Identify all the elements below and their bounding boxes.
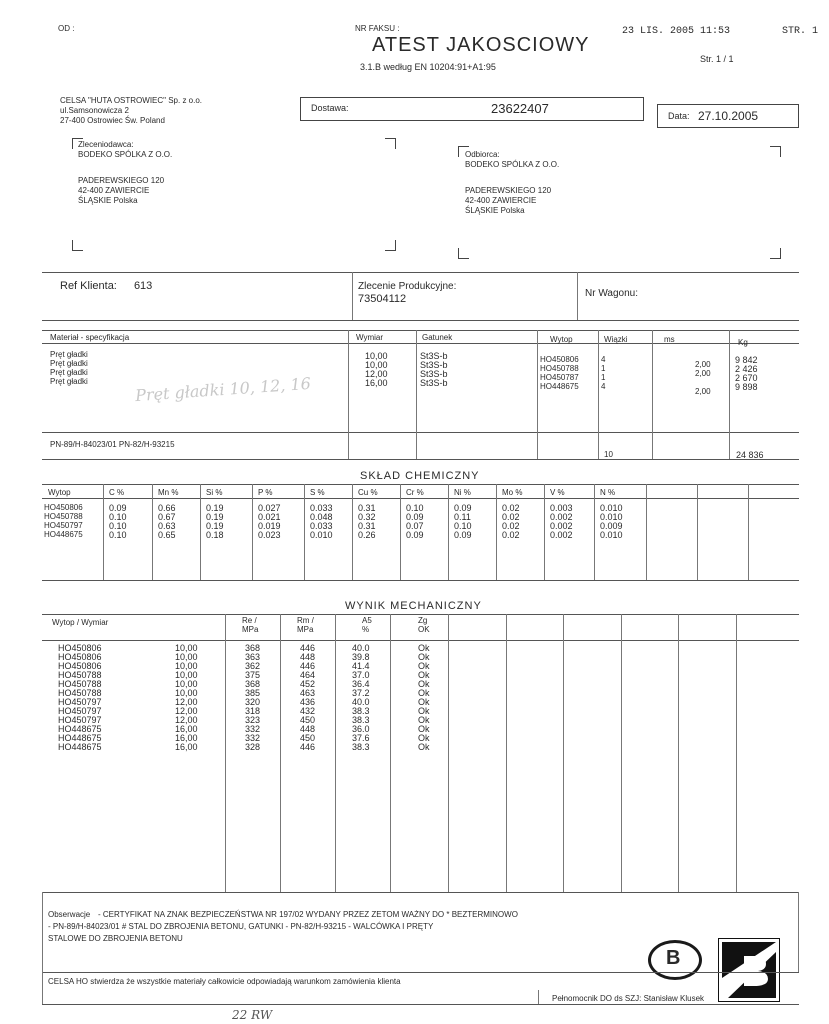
mechanical-cell: Ok xyxy=(418,715,430,725)
mechanical-cell: 16,00 xyxy=(175,724,198,734)
chemical-col-divider xyxy=(646,484,647,580)
chemical-cell: 0.002 xyxy=(550,512,573,522)
chemical-cell: 0.021 xyxy=(258,512,281,522)
mechanical-cell: 12,00 xyxy=(175,715,198,725)
mechanical-cell: 39.8 xyxy=(352,652,370,662)
mechanical-cell: HO450806 xyxy=(58,661,102,671)
chemical-header-cell: Ni % xyxy=(454,488,471,497)
mechanical-cell: 323 xyxy=(245,715,261,725)
mechanical-cell: 385 xyxy=(245,688,261,698)
chemical-header-cell: Wytop xyxy=(48,488,71,497)
mechanical-cell: Ok xyxy=(418,742,430,752)
chemical-cell: 0.65 xyxy=(158,530,176,540)
materials-pieces: 4 1 1 4 xyxy=(601,355,606,391)
signature-line: Pełnomocnik DO ds SZJ: Stanisław Klusek xyxy=(552,994,705,1003)
recipient-label: Odbiorca: xyxy=(465,150,500,159)
chemical-cell: 0.10 xyxy=(109,530,127,540)
chemical-cell: 0.02 xyxy=(502,530,520,540)
chemical-cell: 0.010 xyxy=(600,512,623,522)
mechanical-cell: HO448675 xyxy=(58,742,102,752)
mechanical-cell: 318 xyxy=(245,706,261,716)
issuer-address: CELSA "HUTA OSTROWIEC" Sp. z o.o. ul.Samsonowicza 2 27-400 Ostrowiec Św. Poland xyxy=(60,96,203,125)
mechanical-cell: HO448675 xyxy=(58,733,102,743)
mechanical-cell: 38.3 xyxy=(352,706,370,716)
recipient-corner-br xyxy=(770,248,781,259)
mechanical-cell: 363 xyxy=(245,652,261,662)
mech-header-bend: Zg OK xyxy=(418,616,430,634)
chemical-cell: 0.10 xyxy=(454,521,472,531)
mechanical-cell: 432 xyxy=(300,706,316,716)
chemical-cell: 0.003 xyxy=(550,503,573,513)
chemical-cell: 0.02 xyxy=(502,512,520,522)
chemical-col-divider xyxy=(400,484,401,580)
materials-total-kg: 24 836 xyxy=(736,450,764,460)
client-ref: Ref Klienta: 613 xyxy=(60,280,153,292)
chemical-cell: 0.019 xyxy=(258,521,281,531)
orderer-corner-br xyxy=(385,240,396,251)
chemical-cell: 0.07 xyxy=(406,521,424,531)
mechanical-cell: 10,00 xyxy=(175,661,198,671)
material-row-3-name: Pręt gładki xyxy=(50,368,88,377)
chemical-col-divider xyxy=(352,484,353,580)
mechanical-cell: 463 xyxy=(300,688,316,698)
mechanical-cell: 446 xyxy=(300,742,316,752)
mechanical-cell: 12,00 xyxy=(175,706,198,716)
chemical-cell: HO450806 xyxy=(44,503,83,512)
chemical-cell: 0.002 xyxy=(550,521,573,531)
materials-heats: HO450806 HO450788 HO450787 HO448675 xyxy=(540,355,579,391)
chemical-cell: 0.09 xyxy=(109,503,127,513)
chemical-cell: 0.66 xyxy=(158,503,176,513)
chemical-cell: 0.19 xyxy=(206,512,224,522)
material-row-1-name: Pręt gładki xyxy=(50,350,88,359)
delivery-box xyxy=(300,97,644,121)
date-box xyxy=(657,104,799,128)
mechanical-cell: 320 xyxy=(245,697,261,707)
material-row-4-name: Pręt gładki xyxy=(50,377,88,386)
chemical-header-cell: Si % xyxy=(206,488,223,497)
page-indicator: Str. 1 / 1 xyxy=(700,54,734,64)
mechanical-cell: 328 xyxy=(245,742,261,752)
mechanical-cell: Ok xyxy=(418,670,430,680)
material-row-2-name: Pręt gładki xyxy=(50,359,88,368)
mechanical-cell: HO450788 xyxy=(58,688,102,698)
chemical-col-divider xyxy=(252,484,253,580)
recipient-block: Odbiorca: BODEKO SPÓLKA Z O.O. PADEREWSKIEGO 120 42-400 ZAWIERCIE ŚLĄSKIE Polska xyxy=(465,150,560,215)
chemical-cell: 0.009 xyxy=(600,521,623,531)
notes-line-2: - PN-89/H-84023/01 # STAL DO ZBROJENIA BETONU, GATUNKI - PN-82/H-93215 - WALCÓWKA I PRĘTY xyxy=(48,922,434,931)
chemical-cell: 0.31 xyxy=(358,521,376,531)
compliance-statement: CELSA HO stwierdza że wszystkie materiały całkowicie odpowiadają warunkom zamówienia klienta xyxy=(48,977,401,986)
mech-header-a5: A5 % xyxy=(362,616,372,634)
chemical-header-cell: Cu % xyxy=(358,488,378,497)
chemical-cell: 0.32 xyxy=(358,512,376,522)
chemical-cell: 0.010 xyxy=(600,530,623,540)
chemical-header-cell: S % xyxy=(310,488,325,497)
chemical-cell: 0.09 xyxy=(406,512,424,522)
recipient-corner-bl xyxy=(458,248,469,259)
chemical-cell: 0.10 xyxy=(406,503,424,513)
materials-header-kg: Kg xyxy=(738,338,748,347)
fax-number: NR FAKSU : xyxy=(355,24,400,33)
mechanical-cell: 448 xyxy=(300,724,316,734)
chemical-cell: 0.010 xyxy=(600,503,623,513)
orderer-block: Zleceniodawca: BODEKO SPÓLKA Z O.O. PADEREWSKIEGO 120 42-400 ZAWIERCIE ŚLĄSKIE Polska xyxy=(78,140,173,205)
document-title: ATEST JAKOSCIOWY xyxy=(372,34,590,56)
chemical-col-divider xyxy=(152,484,153,580)
mechanical-cell: 37.6 xyxy=(352,733,370,743)
mechanical-cell: 38.3 xyxy=(352,715,370,725)
chemical-col-divider xyxy=(748,484,749,580)
chemical-col-divider xyxy=(304,484,305,580)
chemical-cell: 0.02 xyxy=(502,503,520,513)
mechanical-cell: Ok xyxy=(418,643,430,653)
mechanical-cell: 368 xyxy=(245,679,261,689)
chemical-cell: 0.033 xyxy=(310,521,333,531)
chemical-cell: 0.02 xyxy=(502,521,520,531)
mechanical-cell: 446 xyxy=(300,661,316,671)
chemical-cell: 0.19 xyxy=(206,521,224,531)
mechanical-cell: 448 xyxy=(300,652,316,662)
chemical-cell: 0.09 xyxy=(406,530,424,540)
chemical-cell: HO448675 xyxy=(44,530,83,539)
chemical-col-divider xyxy=(594,484,595,580)
handwritten-note: Pręt gładki 10, 12, 16 xyxy=(134,373,312,406)
chemical-cell: 0.09 xyxy=(454,503,472,513)
mechanical-cell: 38.3 xyxy=(352,742,370,752)
chemical-header-cell: Mo % xyxy=(502,488,523,497)
mechanical-cell: 10,00 xyxy=(175,679,198,689)
mechanical-cell: 446 xyxy=(300,643,316,653)
chemical-cell: HO450797 xyxy=(44,521,83,530)
mechanical-cell: 464 xyxy=(300,670,316,680)
mech-header-heat: Wytop / Wymiar xyxy=(52,618,109,627)
materials-header-dimension: Wymiar xyxy=(356,333,384,342)
chemical-cell: 0.002 xyxy=(550,530,573,540)
mechanical-cell: 10,00 xyxy=(175,643,198,653)
recipient-corner-tr xyxy=(770,146,781,157)
mechanical-cell: 10,00 xyxy=(175,688,198,698)
chemical-cell: 0.023 xyxy=(258,530,281,540)
chemical-header-cell: N % xyxy=(600,488,616,497)
materials-ms: 2,00 2,00 2,00 xyxy=(695,360,711,396)
mechanical-cell: 332 xyxy=(245,733,261,743)
mechanical-cell: 16,00 xyxy=(175,733,198,743)
mechanical-cell: HO450797 xyxy=(58,715,102,725)
mechanical-title: WYNIK MECHANICZNY xyxy=(345,600,482,612)
orderer-corner-bl xyxy=(72,240,83,251)
chemical-header-cell: V % xyxy=(550,488,565,497)
mechanical-cell: HO450806 xyxy=(58,652,102,662)
handwritten-mark: 22 RW xyxy=(232,1008,273,1022)
notes-line-1: - CERTYFIKAT NA ZNAK BEZPIECZEŃSTWA NR 197/02 WYDANY PRZEZ ZETOM WAŻNY DO * BEZTERMINOWO xyxy=(98,910,518,919)
orderer-label: Zleceniodawca: xyxy=(78,140,134,149)
materials-kg: 9 842 2 426 2 670 9 898 xyxy=(735,355,758,392)
mechanical-cell: Ok xyxy=(418,697,430,707)
mechanical-cell: 332 xyxy=(245,724,261,734)
chemical-cell: 0.027 xyxy=(258,503,281,513)
chemical-cell: 0.010 xyxy=(310,530,333,540)
chemical-col-divider xyxy=(496,484,497,580)
materials-header-material: Materiał - specyfikacja xyxy=(50,333,130,342)
mech-header-rm: Rm / MPa xyxy=(297,616,314,634)
mechanical-cell: HO450797 xyxy=(58,706,102,716)
b-certification-logo xyxy=(648,940,702,980)
mechanical-cell: 37.2 xyxy=(352,688,370,698)
notes-label: Obserwacje xyxy=(48,910,91,919)
orderer-corner-tl xyxy=(72,138,83,149)
materials-header-pieces: Wiązki xyxy=(604,335,628,344)
chemical-header-cell: Cr % xyxy=(406,488,424,497)
chemical-cell: 0.63 xyxy=(158,521,176,531)
chemical-col-divider xyxy=(544,484,545,580)
notes-line-3: STALOWE DO ZBROJENIA BETONU xyxy=(48,934,183,943)
mechanical-cell: 12,00 xyxy=(175,697,198,707)
production-order: Zlecenie Produkcyjne: 73504112 xyxy=(358,281,457,305)
chemical-cell: 0.19 xyxy=(206,503,224,513)
mechanical-cell: Ok xyxy=(418,661,430,671)
delivery-label: Dostawa: xyxy=(311,103,349,113)
chemical-cell: 0.67 xyxy=(158,512,176,522)
materials-total-pieces: 10 xyxy=(604,450,613,459)
b-mark-letter: B xyxy=(666,947,681,969)
mechanical-cell: Ok xyxy=(418,652,430,662)
mechanical-cell: 36.4 xyxy=(352,679,370,689)
mechanical-cell: HO450797 xyxy=(58,697,102,707)
chemical-title: SKŁAD CHEMICZNY xyxy=(360,470,480,482)
chemical-col-divider xyxy=(200,484,201,580)
chemical-cell: 0.11 xyxy=(454,512,471,522)
recipient-corner-tl xyxy=(458,146,469,157)
fax-from: OD : xyxy=(58,24,75,33)
mechanical-cell: 36.0 xyxy=(352,724,370,734)
chemical-cell: 0.048 xyxy=(310,512,333,522)
chemical-header-cell: C % xyxy=(109,488,125,497)
mechanical-cell: Ok xyxy=(418,733,430,743)
mechanical-cell: 375 xyxy=(245,670,261,680)
orderer-corner-tr xyxy=(385,138,396,149)
chemical-cell: 0.10 xyxy=(109,521,127,531)
chemical-cell: 0.26 xyxy=(358,530,376,540)
materials-norms: PN-89/H-84023/01 PN-82/H-93215 xyxy=(50,440,175,449)
mechanical-cell: Ok xyxy=(418,679,430,689)
mech-header-re: Re / MPa xyxy=(242,616,259,634)
chemical-cell: 0.033 xyxy=(310,503,333,513)
chemical-header-cell: P % xyxy=(258,488,273,497)
wagon-label: Nr Wagonu: xyxy=(585,288,638,299)
mechanical-cell: 10,00 xyxy=(175,670,198,680)
fax-page-stamp: STR. 1 xyxy=(782,26,819,37)
chemical-cell: 0.18 xyxy=(206,530,224,540)
mechanical-cell: 10,00 xyxy=(175,652,198,662)
mechanical-cell: HO448675 xyxy=(58,724,102,734)
chemical-col-divider xyxy=(103,484,104,580)
mechanical-cell: 368 xyxy=(245,643,261,653)
mechanical-cell: 16,00 xyxy=(175,742,198,752)
mechanical-cell: HO450788 xyxy=(58,670,102,680)
mechanical-cell: Ok xyxy=(418,688,430,698)
materials-header-heat: Wytop xyxy=(550,335,573,344)
mechanical-cell: 40.0 xyxy=(352,643,370,653)
mechanical-cell: 362 xyxy=(245,661,261,671)
date-value: 27.10.2005 xyxy=(698,109,759,123)
fax-stamp: 23 LIS. 2005 11:53 xyxy=(622,26,731,37)
chemical-cell: 0.10 xyxy=(109,512,127,522)
date-label: Data: xyxy=(668,111,690,121)
mechanical-cell: HO450806 xyxy=(58,643,102,653)
chemical-cell: HO450788 xyxy=(44,512,83,521)
mechanical-cell: 40.0 xyxy=(352,697,370,707)
mechanical-cell: 436 xyxy=(300,697,316,707)
materials-grades: St3S-b St3S-b St3S-b St3S-b xyxy=(420,351,448,388)
mechanical-cell: Ok xyxy=(418,724,430,734)
materials-header-ms: ms xyxy=(664,335,675,344)
mechanical-cell: Ok xyxy=(418,706,430,716)
chemical-col-divider xyxy=(697,484,698,580)
chemical-col-divider xyxy=(448,484,449,580)
mechanical-cell: HO450788 xyxy=(58,679,102,689)
chemical-header-cell: Mn % xyxy=(158,488,179,497)
company-logo xyxy=(718,938,780,1002)
mechanical-cell: 450 xyxy=(300,733,316,743)
mechanical-cell: 37.0 xyxy=(352,670,370,680)
mechanical-cell: 450 xyxy=(300,715,316,725)
mechanical-cell: 452 xyxy=(300,679,316,689)
materials-header-grade: Gatunek xyxy=(422,333,453,342)
materials-dimensions: 10,00 10,00 12,00 16,00 xyxy=(365,351,388,388)
chemical-cell: 0.09 xyxy=(454,530,472,540)
document-standard: 3.1.B według EN 10204:91+A1:95 xyxy=(360,62,496,72)
delivery-number: 23622407 xyxy=(491,101,549,116)
chemical-cell: 0.31 xyxy=(358,503,376,513)
mechanical-cell: 41.4 xyxy=(352,661,370,671)
